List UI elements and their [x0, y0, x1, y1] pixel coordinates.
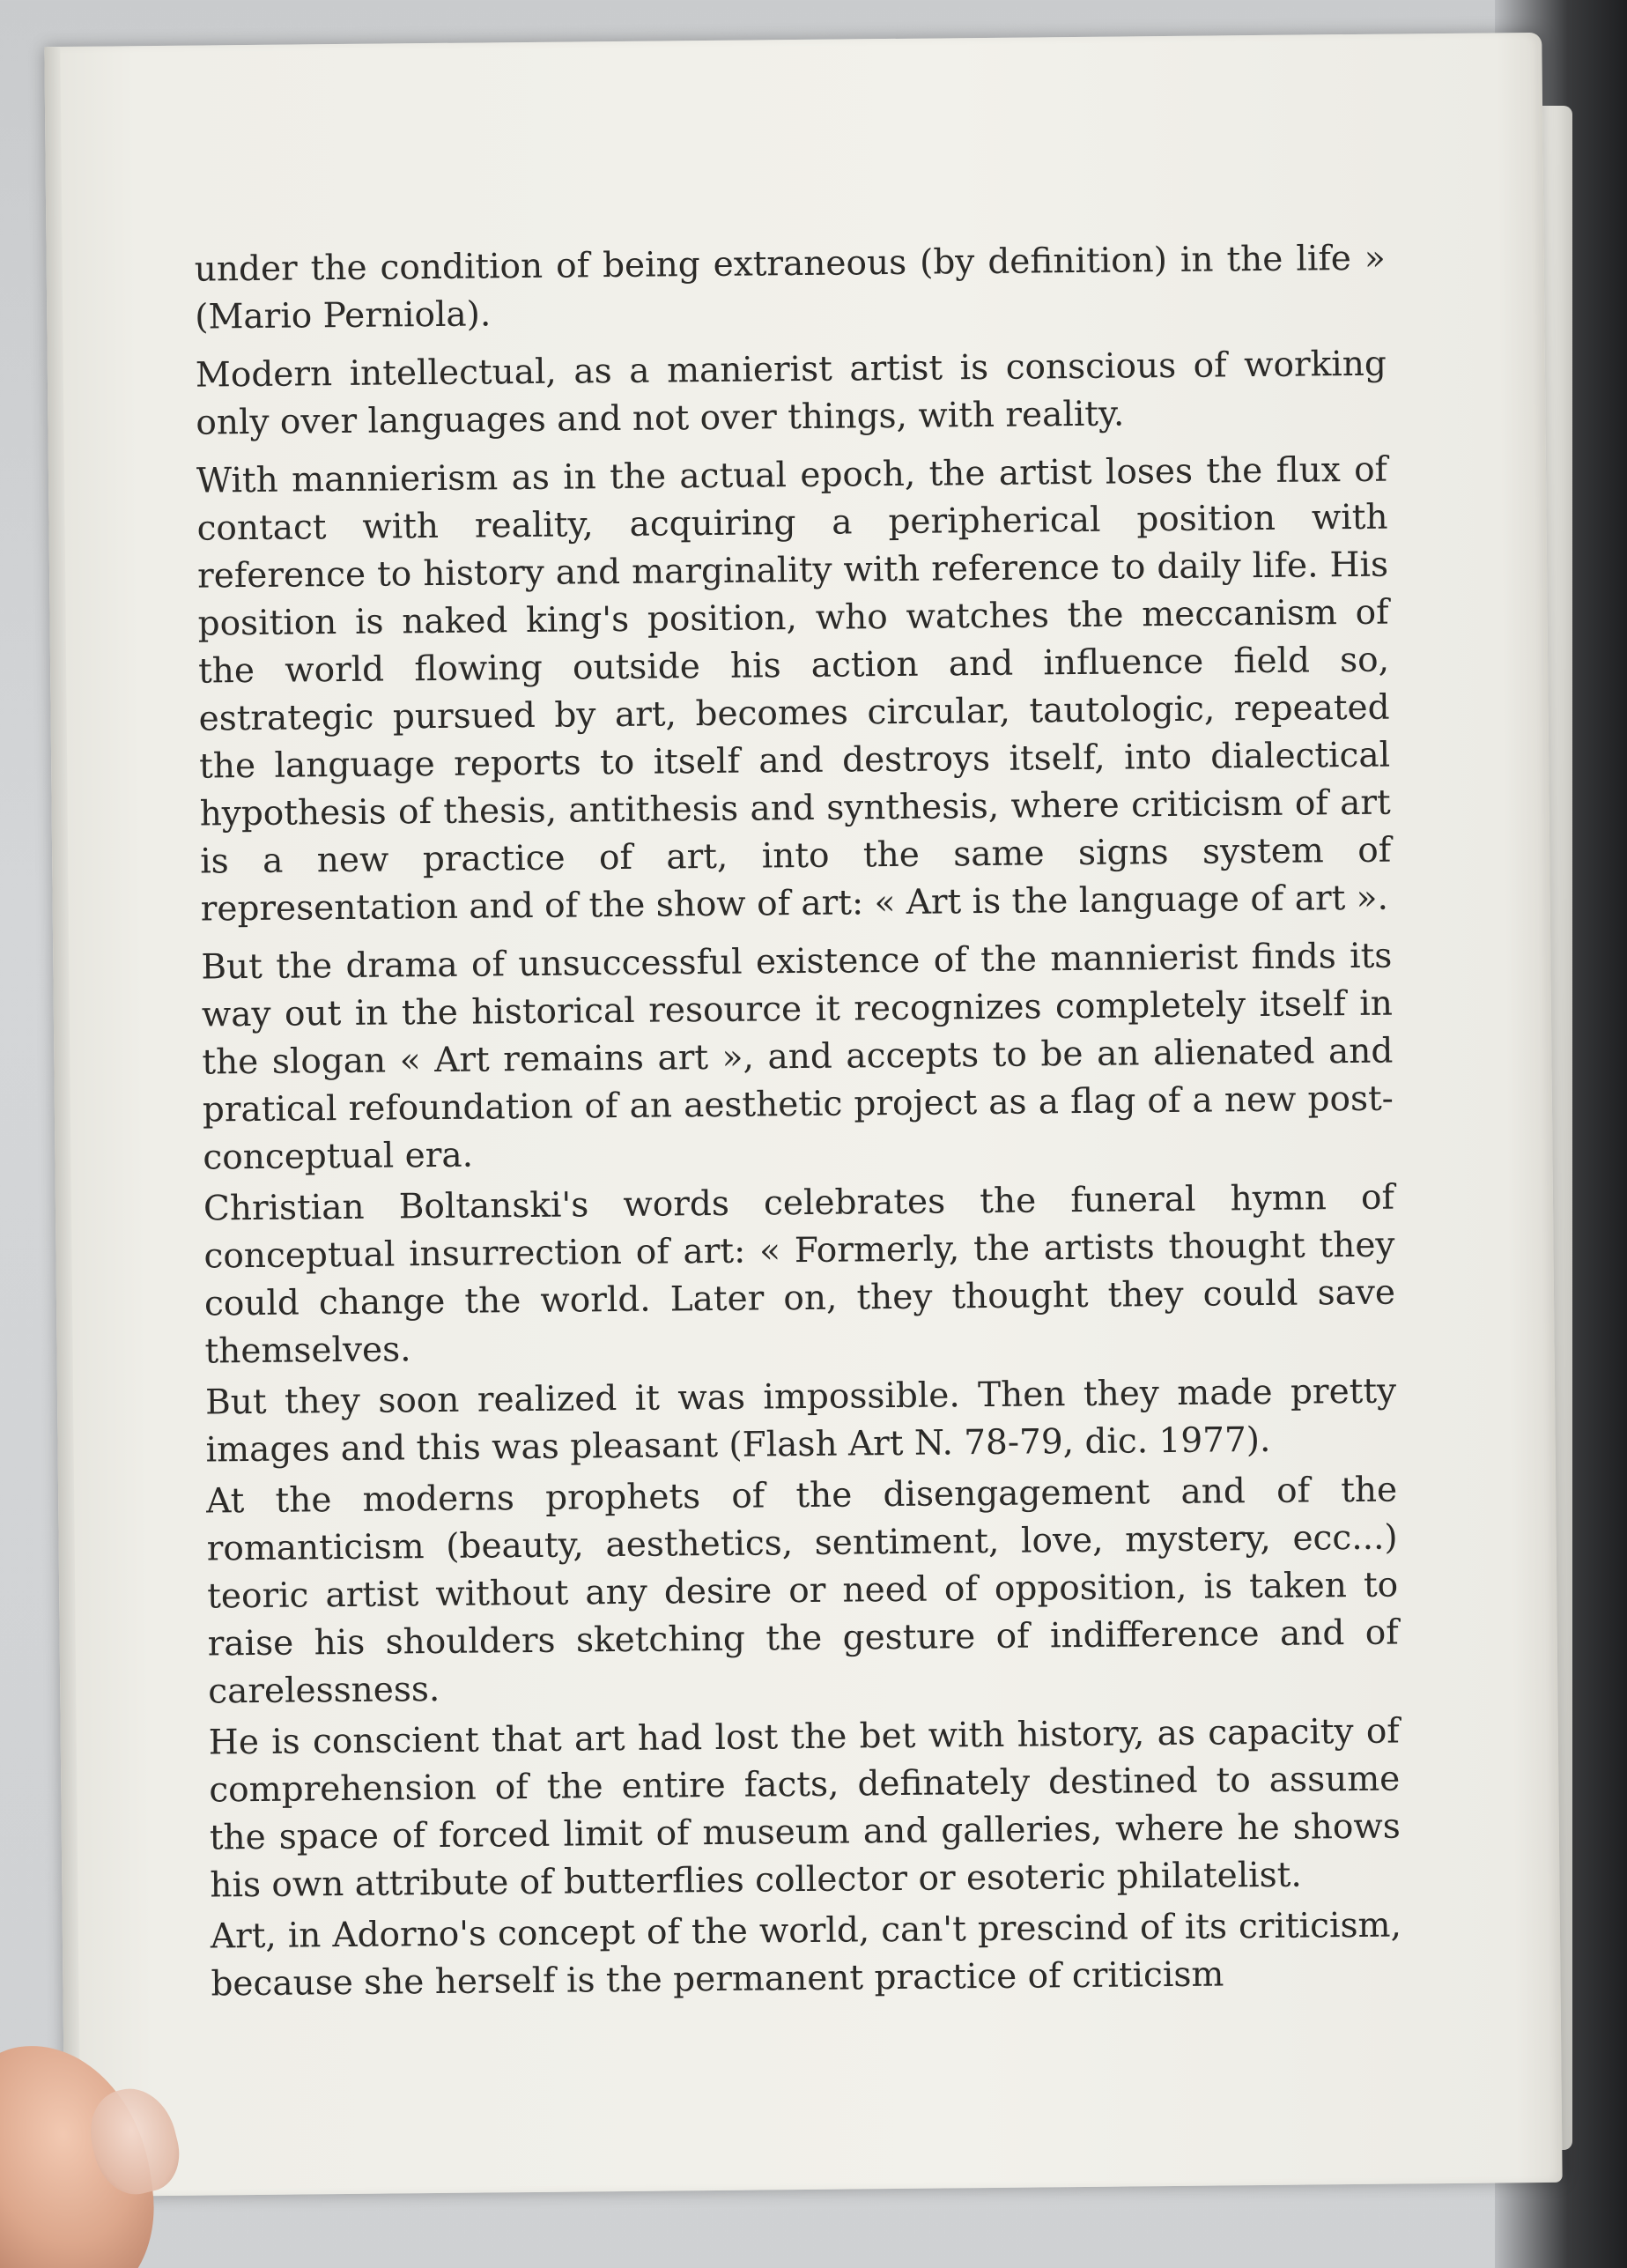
paragraph-7: At the moderns prophets of the disengagement and of the romanticism (beauty, aesthetics, sentiment, love, mystery, ecc...) teoric artist without any desire or need of opposition, is taken to raise his shoulders sketching the gesture of indifference and of carelessness.	[205, 1470, 1399, 1712]
paragraph-5: Christian Boltanski's words celebrates the funeral hymn of conceptual insurrection of art: « Formerly, the artists thought they could change the world. Later on, they thought they could save themselves.	[203, 1177, 1396, 1372]
paragraph-6: But they soon realized it was impossible. Then they made pretty images and this was pleasant (Flash Art N. 78-79, dic. 1977).	[204, 1371, 1397, 1471]
paragraph-8: He is conscient that art had lost the bet with history, as capacity of comprehension of the entire facts, definately destined to assume the space of forced limit of museum and galleries, where he shows his own attribute of butterflies collector or esoteric philatelist.	[208, 1711, 1401, 1906]
paragraph-4: But the drama of unsuccessful existence of the mannierist finds its way out in the historical resource it recognizes completely itself in the slogan « Art remains art », and accepts to be an alienated and pratical refoundation of an aesthetic project as a flag of a new post-conceptual era.	[201, 936, 1394, 1178]
paragraph-9: Art, in Adorno's concept of the world, can't prescind of its criticism, because she herself is the permanent practice of criticism	[210, 1905, 1402, 2005]
booklet-page	[44, 33, 1562, 2197]
paragraph-3: With mannierism as in the actual epoch, the artist loses the flux of contact with reality, acquiring a peripherical position with reference to history and marginality with reference to daily life. His position is naked king's position, who watches the meccanism of the world flowing outside his action and influence field so, estrategic pursued by art, becomes circular, tautologic, repeated the language reports to itself and destroys itself, into dialectical hypothesis of thesis, antithesis and synthesis, where criticism of art is a new practice of art, into the same signs system of representation and of the show of art: « Art is the language of art ».	[196, 449, 1392, 930]
page-binding-edge	[44, 47, 80, 2197]
paragraph-1: under the condition of being extraneous (by definition) in the life » (Mario Perniola).	[194, 238, 1386, 337]
paragraph-2: Modern intellectual, as a manierist artist is conscious of working only over languages and not over things, with reality.	[195, 344, 1387, 443]
body-text	[195, 235, 1402, 2012]
